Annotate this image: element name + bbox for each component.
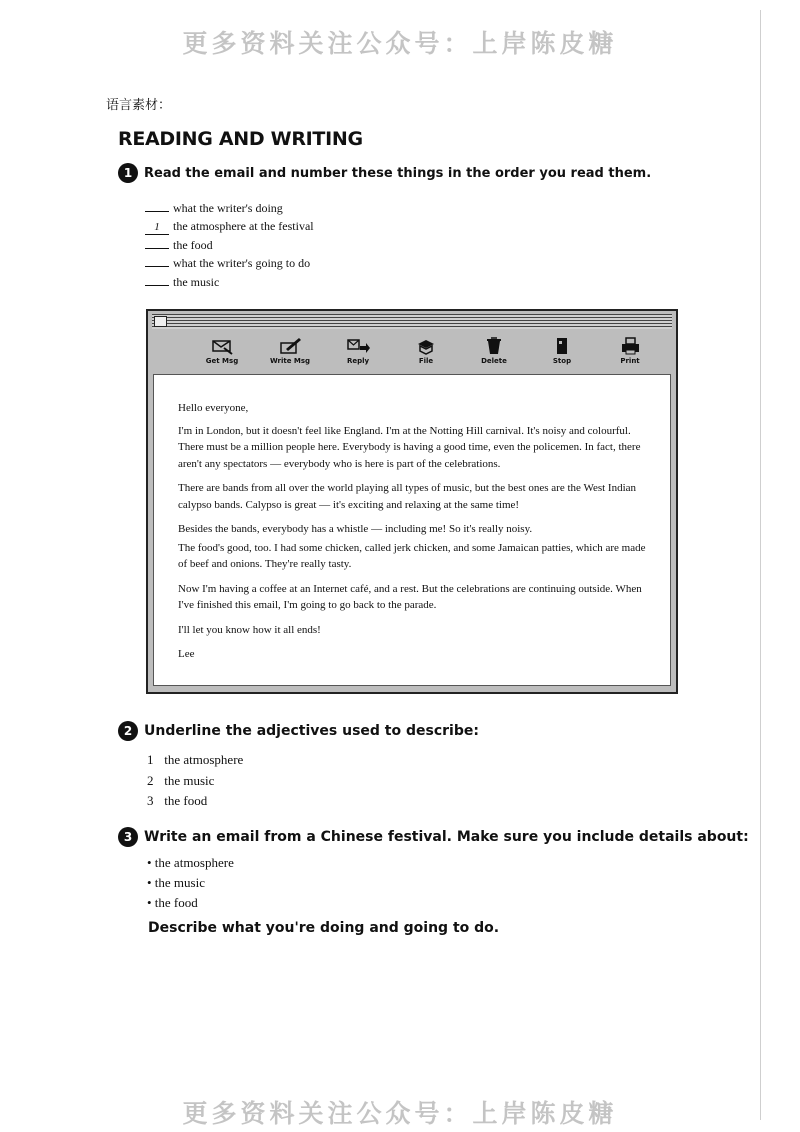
order-list bbox=[145, 199, 445, 291]
delete-icon bbox=[482, 337, 506, 355]
write-msg-icon bbox=[278, 337, 302, 355]
list-item-number: 1 bbox=[147, 752, 154, 767]
order-item-text: the music bbox=[173, 274, 220, 289]
stop-icon bbox=[550, 337, 574, 355]
question-3-text: Write an email from a Chinese festival. Make sure you include details about: bbox=[144, 829, 749, 845]
order-item-text: the atmosphere at the festival bbox=[173, 219, 314, 234]
order-item bbox=[145, 236, 445, 254]
email-window bbox=[146, 309, 678, 694]
answer-blank[interactable] bbox=[145, 254, 169, 267]
print-label: Print bbox=[620, 357, 640, 365]
list-item bbox=[147, 750, 243, 771]
order-item bbox=[145, 199, 445, 217]
window-close-box[interactable] bbox=[154, 316, 167, 327]
file-button[interactable] bbox=[392, 337, 460, 365]
window-titlebar bbox=[152, 314, 672, 329]
delete-button[interactable] bbox=[460, 337, 528, 365]
answer-blank[interactable] bbox=[145, 236, 169, 249]
stop-button[interactable] bbox=[528, 337, 596, 365]
email-paragraph: I'm in London, but it doesn't feel like England. I'm at the Notting Hill carnival. It's noisy and colourful. There must be a million people here. Everybody is having a good time, even the policemen. In fact, there aren't any spectators — everybody who is here is part of the celebrations. bbox=[178, 424, 641, 470]
list-item-text: the atmosphere bbox=[164, 752, 244, 767]
question-1-text: Read the email and number these things in the order you read them. bbox=[144, 165, 652, 181]
email-body bbox=[153, 374, 671, 686]
email-paragraph: There are bands from all over the world playing all types of music, but the best ones are the West Indian calypso bands. Calypso is great — it's exciting and relaxing at the same time! bbox=[178, 482, 637, 511]
email-greeting: Hello everyone, bbox=[178, 402, 249, 414]
reply-button[interactable] bbox=[324, 337, 392, 365]
question-3-number-icon: 3 bbox=[118, 827, 138, 847]
answer-blank[interactable]: 1 bbox=[145, 222, 169, 235]
list-item-text: the food bbox=[164, 793, 208, 808]
question-2-number-icon: 2 bbox=[118, 721, 138, 741]
answer-blank[interactable] bbox=[145, 199, 169, 212]
list-item-text: the music bbox=[164, 772, 215, 788]
order-item-text: what the writer's going to do bbox=[173, 256, 311, 271]
get-msg-icon bbox=[210, 337, 234, 355]
print-button[interactable] bbox=[596, 337, 664, 365]
stop-label: Stop bbox=[552, 357, 572, 365]
question-2 bbox=[118, 721, 479, 741]
material-label: 语言素材： bbox=[106, 98, 172, 113]
file-label: File bbox=[418, 357, 434, 365]
order-item-text: the food bbox=[173, 237, 213, 252]
write-msg-button[interactable] bbox=[256, 337, 324, 365]
delete-label: Delete bbox=[481, 357, 507, 365]
order-item-text: what the writer's doing bbox=[173, 201, 283, 215]
file-icon bbox=[414, 337, 438, 355]
reply-icon bbox=[346, 337, 370, 355]
question-2-text: Underline the adjectives used to describe: bbox=[144, 723, 479, 739]
order-item bbox=[145, 217, 445, 235]
reply-label: Reply bbox=[346, 357, 370, 365]
email-signoff: Lee bbox=[178, 648, 195, 660]
question-1-number-icon: 1 bbox=[118, 163, 138, 183]
question-1 bbox=[118, 163, 651, 183]
list-item: • the music bbox=[147, 875, 205, 890]
question-3 bbox=[118, 827, 749, 847]
print-icon bbox=[618, 337, 642, 355]
email-paragraph: I'll let you know how it all ends! bbox=[178, 623, 321, 636]
watermark-top: 更多资料关注公众号：上岸陈皮糖 bbox=[182, 29, 618, 58]
watermark-bottom: 更多资料关注公众号：上岸陈皮糖 bbox=[182, 1099, 618, 1128]
details-list bbox=[147, 853, 234, 913]
list-item bbox=[147, 771, 243, 792]
email-paragraph: Now I'm having a coffee at an Internet café, and a rest. But the celebrations are continuing outside. When I've finished this email, I'm going to go back to the parade. bbox=[178, 582, 642, 611]
write-msg-label: Write Msg bbox=[269, 357, 311, 365]
email-paragraph: The food's good, too. I had some chicken, called jerk chicken, and some Jamaican patties, which are made of beef and onions. They're really tasty. bbox=[178, 541, 646, 570]
writing-instruction: Describe what you're doing and going to do. bbox=[148, 920, 500, 936]
get-msg-button[interactable] bbox=[188, 337, 256, 365]
section-title: READING AND WRITING bbox=[118, 128, 363, 150]
answer-blank[interactable] bbox=[145, 273, 169, 286]
order-item bbox=[145, 273, 445, 291]
list-item bbox=[147, 791, 243, 812]
list-item: • the atmosphere bbox=[147, 855, 234, 870]
adjective-list bbox=[147, 750, 243, 812]
order-item bbox=[145, 254, 445, 272]
list-item: • the food bbox=[147, 895, 198, 910]
list-item-number: 3 bbox=[147, 793, 154, 808]
email-toolbar bbox=[152, 329, 672, 373]
get-msg-label: Get Msg bbox=[205, 357, 239, 365]
list-item-number: 2 bbox=[147, 772, 154, 788]
email-paragraph: Besides the bands, everybody has a whistle — including me! So it's really noisy. bbox=[178, 523, 533, 535]
page-edge-rule bbox=[760, 10, 761, 1120]
